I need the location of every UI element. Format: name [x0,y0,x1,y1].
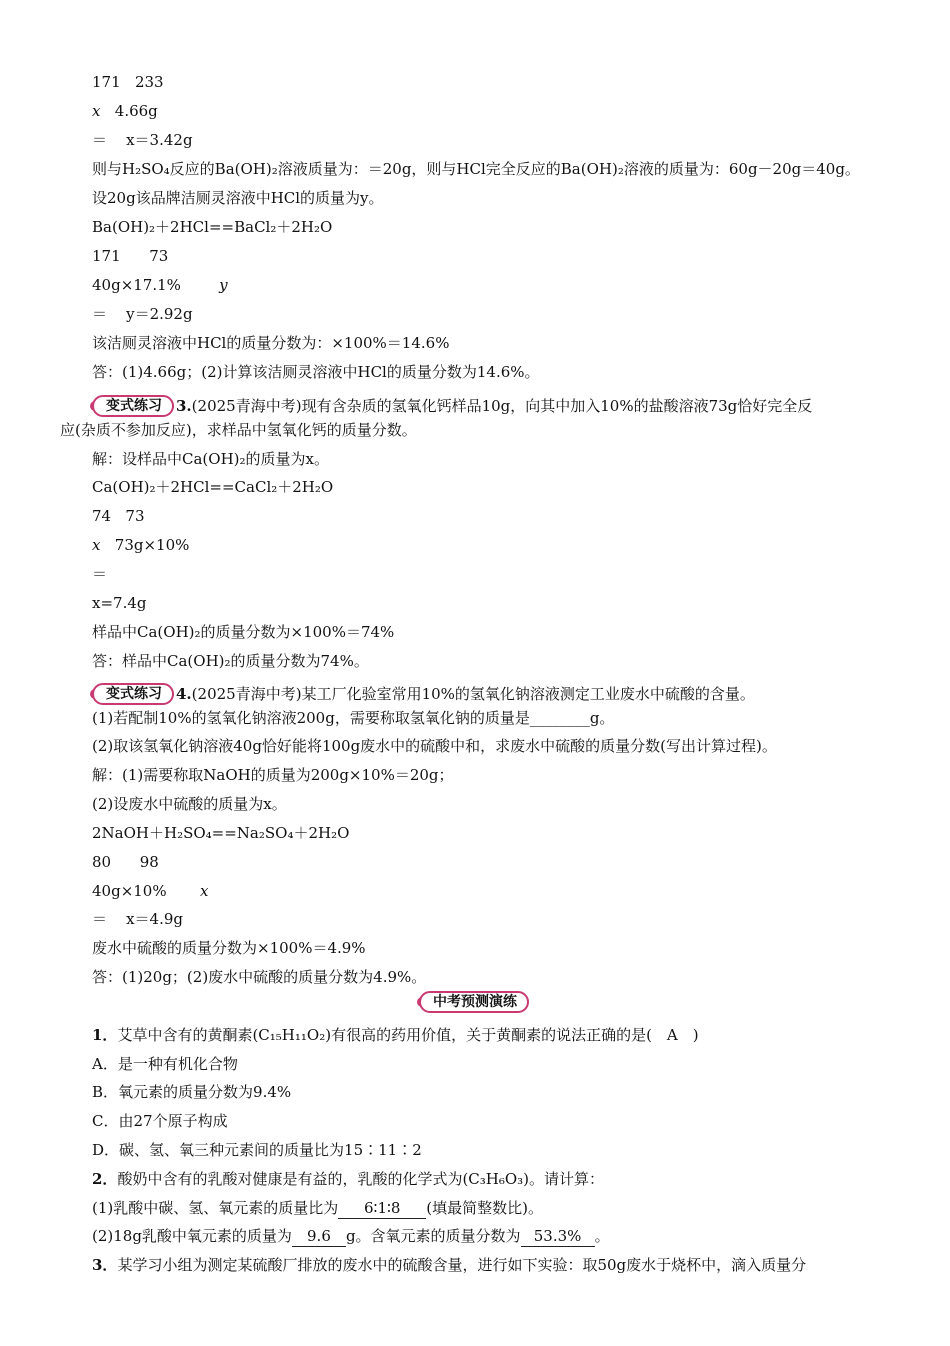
solution-line: (2)设废水中硫酸的质量为x。 [92,795,287,813]
equation-line: Ba(OH)₂＋2HCl==BaCl₂＋2H₂O [92,218,333,236]
question-1-option-b: B．氧元素的质量分数为9.4% [92,1083,292,1101]
answer-line: 答：(1)4.66g；(2)计算该洁厕灵溶液中HCl的质量分数为14.6%。 [92,363,540,381]
equals-line: ＝ [92,565,108,583]
ratio-line-2: x 4.66g [92,102,158,120]
answer-line: 答：样品中Ca(OH)₂的质量分数为74%。 [92,652,369,670]
ratio-line: 80 98 [92,853,159,871]
exercise-4-part-2: (2)取该氢氧化钠溶液40g恰好能将100g废水中的硫酸中和，求废水中硫酸的质量分数(写出计算过程)。 [92,737,777,755]
ratio-line-3: 171 73 [92,247,169,265]
text-line: 设20g该品牌洁厕灵溶液中HCl的质量为y。 [92,189,384,207]
exercise-4-part-1: (1)若配制10%的氢氧化钠溶液200g，需要称取氢氧化钠的质量是________g。 [92,709,615,727]
result-line-2: ＝ y＝2.92g [92,305,193,323]
solution-line: 解：(1)需要称取NaOH的质量为200g×10%＝20g； [92,766,454,784]
question-1-option-c: C．由27个原子构成 [92,1112,228,1130]
question-3-stem: 3．某学习小组为测定某硫酸厂排放的废水中的硫酸含量，进行如下实验：取50g废水于烧杯中，滴入质量分 [92,1256,807,1274]
question-1-option-a: A．是一种有机化合物 [92,1055,238,1073]
exercise-4-question: 变式练习 4.(2025青海中考)某工厂化验室常用10%的氢氧化钠溶液测定工业废水中硫酸的含量。 [92,683,755,705]
answer-line: 答：(1)20g；(2)废水中硫酸的质量分数为4.9%。 [92,968,427,986]
ratio-line: 74 73 [92,507,145,525]
text-line: 该洁厕灵溶液中HCl的质量分数为：×100%＝14.6% [92,334,450,352]
answer-blank: 53.3% [521,1226,595,1247]
question-2-part-2: (2)18g乳酸中氧元素的质量为 9.6 g。含氧元素的质量分数为 53.3% 。 [92,1227,610,1245]
section-header [0,991,950,1013]
answer-blank: 6∶1∶8 [338,1198,426,1219]
text-line: 废水中硫酸的质量分数为×100%＝4.9% [92,939,366,957]
text-line: 样品中Ca(OH)₂的质量分数为×100%＝74% [92,623,395,641]
equation-line: 2NaOH＋H₂SO₄==Na₂SO₄＋2H₂O [92,824,350,842]
ratio-line: x 73g×10% [92,536,190,554]
question-1-option-d: D．碳、氢、氧三种元素间的质量比为15∶11∶2 [92,1141,422,1159]
question-1-stem: 1．艾草中含有的黄酮素(C₁₅H₁₁O₂)有很高的药用价值，关于黄酮素的说法正确的是( A ) [92,1026,699,1044]
variant-practice-badge: 变式练习 [92,683,174,705]
variant-practice-badge: 变式练习 [92,395,174,417]
solution-line: 解：设样品中Ca(OH)₂的质量为x。 [92,450,329,468]
result-line: ＝ x＝4.9g [92,910,184,928]
ratio-line-4: 40g×17.1% y [92,276,228,294]
exam-practice-badge: 中考预测演练 [419,991,529,1013]
answer-blank: 9.6 [292,1226,346,1247]
text-line: 则与H₂SO₄反应的Ba(OH)₂溶液质量为：＝20g，则与HCl完全反应的Ba(OH)₂溶液的质量为：60g－20g＝40g。 [92,160,860,178]
equation-line: Ca(OH)₂＋2HCl==CaCl₂＋2H₂O [92,478,334,496]
ratio-line-1: 171 233 [92,73,164,91]
question-2-part-1: (1)乳酸中碳、氢、氧元素的质量比为 6∶1∶8 (填最简整数比)。 [92,1199,543,1217]
question-2-stem: 2．酸奶中含有的乳酸对健康是有益的，乳酸的化学式为(C₃H₆O₃)。请计算： [92,1170,605,1188]
exercise-3-question: 变式练习 3.(2025青海中考)现有含杂质的氢氧化钙样品10g，向其中加入10%的盐酸溶液73g恰好完全反 [92,395,812,417]
result-line: x=7.4g [92,594,147,612]
exercise-3-question-cont: 应(杂质不参加反应)，求样品中氢氧化钙的质量分数。 [60,421,417,439]
ratio-line: 40g×10% x [92,882,209,900]
result-line-1: ＝ x＝3.42g [92,131,193,149]
